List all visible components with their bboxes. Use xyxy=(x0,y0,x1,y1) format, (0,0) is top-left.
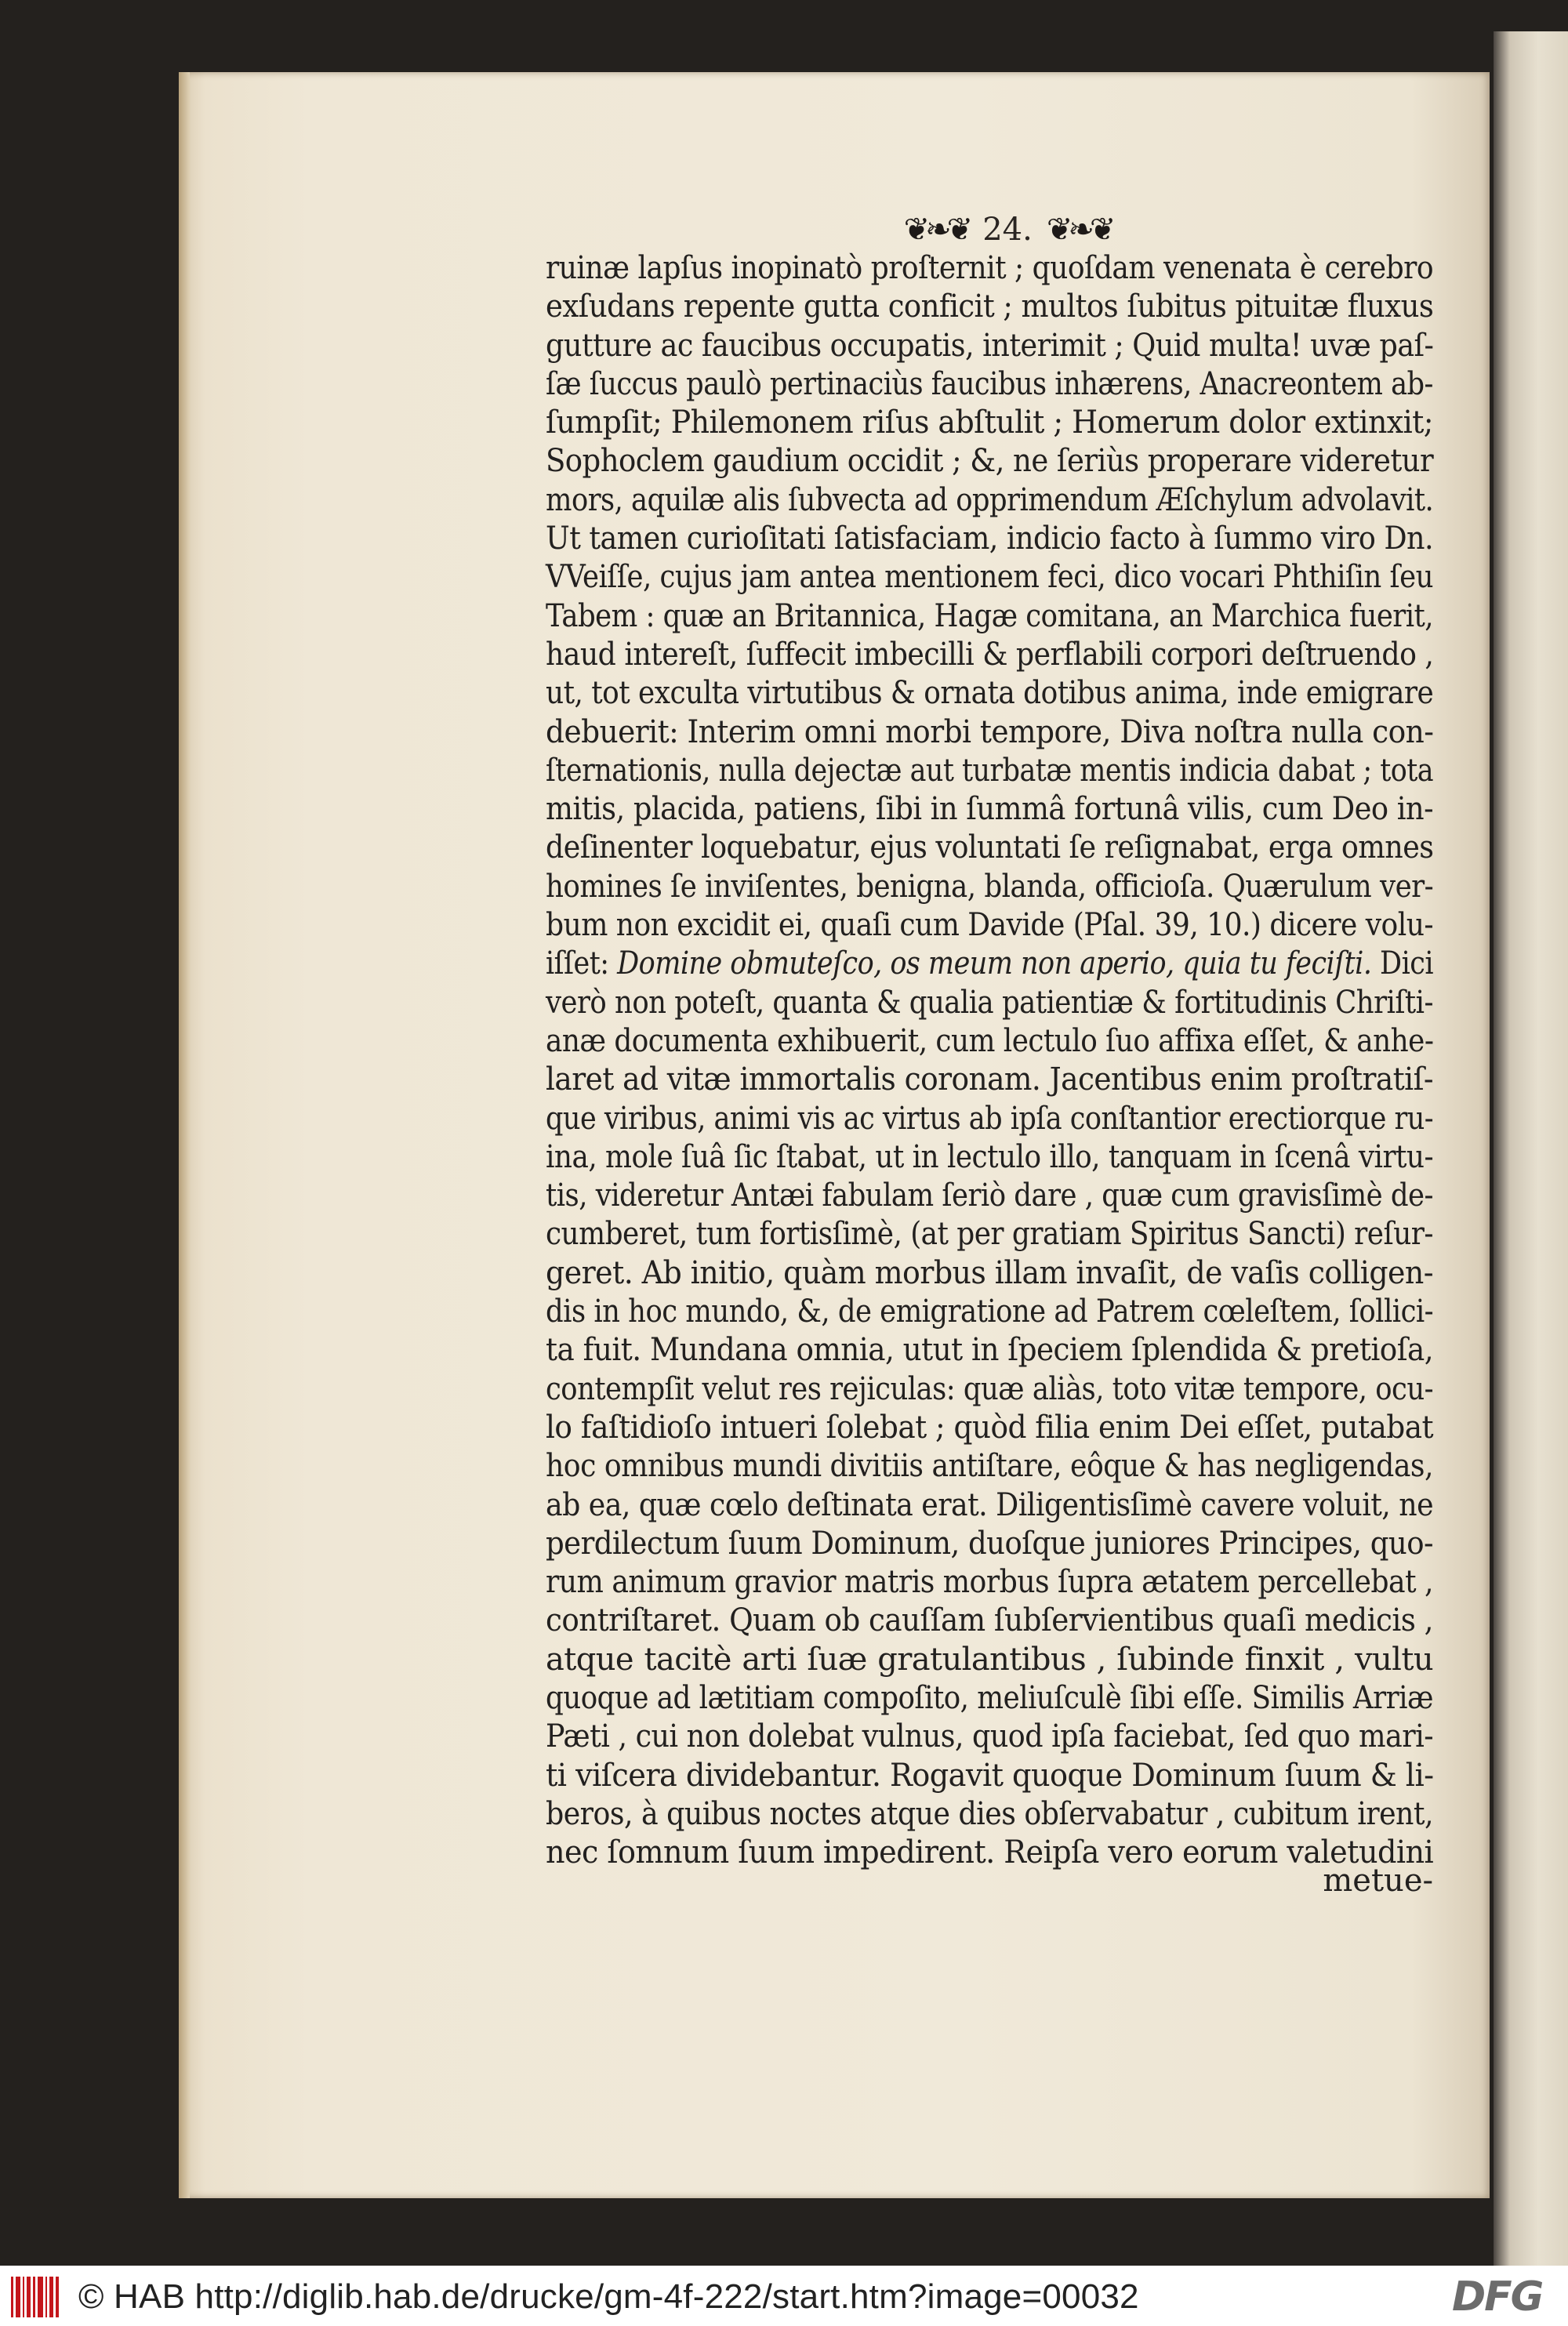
text-line: ti viſcera dividebantur. Rogavit quoque Dominum ſuum & li- xyxy=(546,1757,1434,1794)
text-line: Tabem : quæ an Britannica, Hagæ comitana, an Marchica fuerit, xyxy=(546,597,1434,634)
text-line: Pæti , cui non dolebat vulnus, quod ipſa faciebat, ſed quo mari- xyxy=(546,1718,1434,1755)
text-line: beros, à quibus noctes atque dies obſervabatur , cubitum irent, xyxy=(546,1795,1433,1832)
ornament-left-icon: ❦❧❦ xyxy=(903,212,969,248)
text-line: que viribus, animi vis ac virtus ab ipſa conſtantior erectiorque ru- xyxy=(546,1100,1434,1137)
text-line: atque tacitè arti ſuæ gratulantibus , ſubinde finxit , vultu xyxy=(546,1641,1433,1678)
text-line: nec ſomnum ſuum impedirent. Reipſa vero eorum valetudini xyxy=(546,1834,1434,1871)
text-line: iſſet: Domine obmuteſco, os meum non aperio, quia tu feciſti. Dici xyxy=(546,945,1433,982)
ornament-right-icon: ❦❧❦ xyxy=(1046,212,1112,248)
text-line: cumberet, tum fortisſimè, (at per gratiam Spiritus Sancti) reſur- xyxy=(546,1216,1434,1253)
text-line: homines ſe inviſentes, benigna, blanda, officioſa. Quærulum ver- xyxy=(546,868,1434,905)
text-line: haud intereſt, ſuffecit imbecilli & perflabili corpori deſtruendo , xyxy=(546,636,1434,673)
text-line: ut, tot exculta virtutibus & ornata dotibus anima, inde emigrare xyxy=(546,675,1434,712)
text-line: exſudans repente gutta conficit ; multos ſubitus pituitæ fluxus xyxy=(546,288,1434,325)
text-line: ta fuit. Mundana omnia, utut in ſpeciem ſplendida & pretioſa, xyxy=(546,1332,1434,1369)
text-line: VVeiſſe, cujus jam antea mentionem feci, dico vocari Phthiſin ſeu xyxy=(546,559,1433,596)
text-line: ab ea, quæ cœlo deſtinata erat. Diligentisſimè cavere voluit, ne xyxy=(546,1486,1434,1523)
text-line: bum non excidit ei, quaſi cum Davide (Pſal. 39, 10.) dicere volu- xyxy=(546,907,1434,944)
page-number: 24. xyxy=(982,212,1033,248)
text-line: ſæ ſuccus paulò pertinaciùs faucibus inhærens, Anacreontem ab- xyxy=(546,365,1433,402)
dfg-logo: DFG xyxy=(1452,2273,1543,2321)
text-line: rum animum gravior matris morbus ſupra ætatem percellebat , xyxy=(546,1564,1433,1601)
text-line: laret ad vitæ immortalis coronam. Jacentibus enim proſtratiſ- xyxy=(546,1061,1434,1098)
text-line: mors, aquilæ alis ſubvecta ad opprimendum Æſchylum advolavit. xyxy=(546,481,1434,518)
text-line: ſumpſit; Philemonem riſus abſtulit ; Homerum dolor extinxit; xyxy=(546,405,1434,441)
text-line: Ut tamen curioſitati ſatisfaciam, indicio facto à ſummo viro Dn. xyxy=(546,521,1434,557)
text-line: lo faſtidioſo intueri ſolebat ; quòd filia enim Dei eſſet, putabat xyxy=(546,1409,1434,1446)
text-line: Sophoclem gaudium occidit ; &, ne ſeriùs properare videretur xyxy=(546,443,1434,480)
text-line: hoc omnibus mundi divitiis antiſtare, eôque & has negligendas, xyxy=(546,1448,1433,1485)
facing-page-edge xyxy=(1494,31,1568,2266)
text-line: ina, mole ſuâ ſic ſtabat, ut in lectulo illo, tanquam in ſcenâ virtu- xyxy=(546,1138,1434,1175)
text-line: ſternationis, nulla dejectæ aut turbatæ mentis indicia dabat ; tota xyxy=(546,752,1434,789)
catchword: metue- xyxy=(1323,1863,1433,1899)
text-line: debuerit: Interim omni morbi tempore, Diva noſtra nulla con- xyxy=(546,713,1434,750)
copyright-url[interactable]: © HAB http://diglib.hab.de/drucke/gm-4f-222/start.htm?image=00032 xyxy=(78,2277,1139,2316)
text-line: geret. Ab initio, quàm morbus illam invaſit, de vaſis colligen- xyxy=(546,1254,1434,1291)
footer-bar xyxy=(0,2266,1568,2326)
text-line: gutture ac faucibus occupatis, interimit ; Quid multa! uvæ paſ- xyxy=(546,327,1434,364)
text-line: deſinenter loquebatur, ejus voluntati ſe reſignabat, erga omnes xyxy=(546,829,1434,866)
text-line: quoque ad lætitiam compoſito, meliuſculè ſibi eſſe. Similis Arriæ xyxy=(546,1679,1433,1716)
text-line: tis, videretur Antæi fabulam ſeriò dare , quæ cum gravisſimè de- xyxy=(546,1178,1433,1214)
text-line: verò non poteſt, quanta & qualia patientiæ & fortitudinis Chriſti- xyxy=(546,984,1433,1021)
page-left-edge xyxy=(179,72,190,2198)
text-line: perdilectum ſuum Dominum, duoſque juniores Principes, quo- xyxy=(546,1525,1433,1562)
body-text xyxy=(546,249,1433,1872)
hab-barcode-icon xyxy=(11,2277,60,2317)
running-header xyxy=(843,210,1172,249)
text-line: contempſit velut res rejiculas: quæ aliàs, toto vitæ tempore, ocu- xyxy=(546,1370,1434,1407)
text-line: ruinæ lapſus inopinatò proſternit ; quoſdam venenata è cerebro xyxy=(546,250,1434,286)
text-line: dis in hoc mundo, &, de emigratione ad Patrem cœleſtem, ſollici- xyxy=(546,1294,1434,1330)
text-line: contriſtaret. Quam ob cauſſam ſubſervientibus quaſi medicis , xyxy=(546,1602,1433,1639)
text-line: mitis, placida, patiens, ſibi in ſummâ fortunâ vilis, cum Deo in- xyxy=(546,791,1434,828)
text-line: anæ documenta exhibuerit, cum lectulo ſuo affixa eſſet, & anhe- xyxy=(546,1022,1434,1059)
